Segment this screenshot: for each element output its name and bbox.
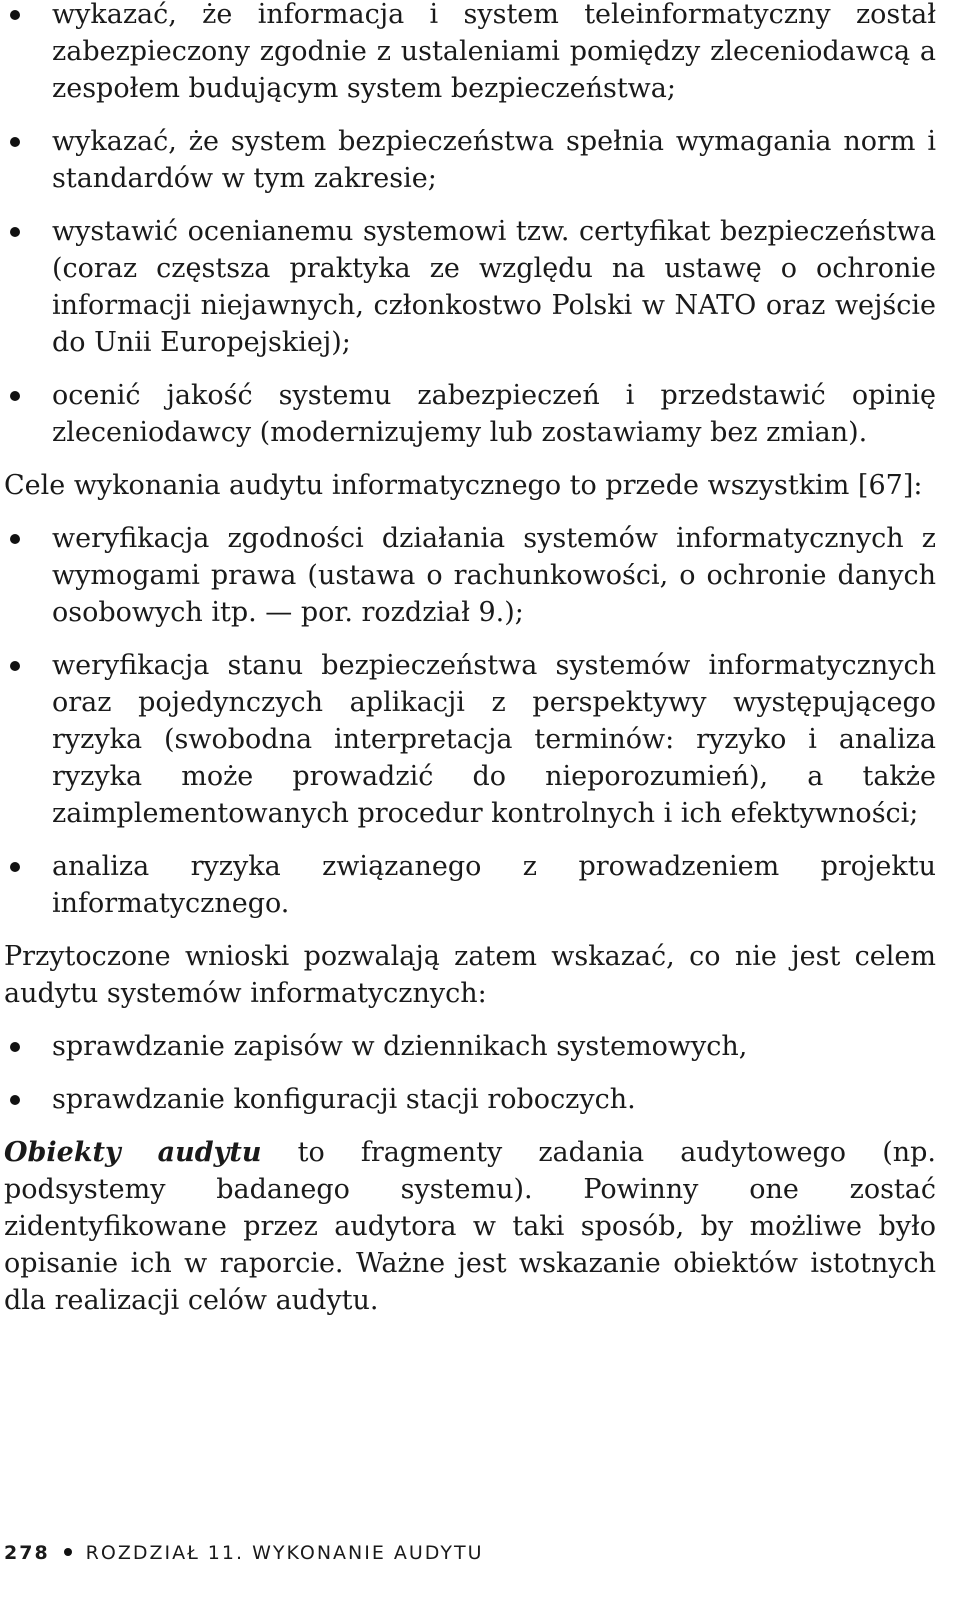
list-item-text: wykazać, że informacja i system teleinformatyczny został zabezpieczony zgodnie z ustaleniami pomiędzy zleceniodawcą a zespołem budującym system bezpieczeństwa; [52,0,936,104]
bullet-icon [10,10,20,20]
list-item-text: analiza ryzyka związanego z prowadzeniem projektu informatycznego. [52,851,936,919]
bullet-icon [10,1042,20,1052]
list-item [4,647,936,832]
list-item-text: wystawić ocenianemu systemowi tzw. certyfikat bezpieczeństwa (coraz częstsza praktyka ze względu na ustawę o ochronie informacji niejawnych, członkostwo Polski w NATO oraz wejście do Unii Europejskiej); [52,216,936,358]
list-item-text: sprawdzanie konfiguracji stacji roboczych. [52,1084,636,1115]
defined-term: Obiekty audytu [4,1137,262,1168]
list-item [4,377,936,451]
bullet-list-non-goals [4,1028,936,1118]
paragraph-text: to fragmenty zadania audytowego (np. podsystemy badanego systemu). Powinny one zostać zidentyfikowane przez audytora w taki sposób, by możliwe było opisanie ich w raporcie. Ważne jest wskazanie obiektów istotnych dla realizacji celów audytu. [4,1137,936,1316]
list-item-text: ocenić jakość systemu zabezpieczeń i przedstawić opinię zleceniodawcy (modernizujemy lub zostawiamy bez zmian). [52,380,936,448]
list-item-text: weryfikacja zgodności działania systemów informatycznych z wymogami prawa (ustawa o rachunkowości, o ochronie danych osobowych itp. — por. rozdział 9.); [52,523,936,628]
list-item [4,520,936,631]
list-item [4,848,936,922]
list-item-text: weryfikacja stanu bezpieczeństwa systemów informatycznych oraz pojedynczych aplikacji z perspektywy występującego ryzyka (swobodna interpretacja terminów: ryzyko i analiza ryzyka może prowadzić do nieporozumień), a także zaimplementowanych procedur kontrolnych i ich efektywności; [52,650,936,829]
bullet-icon [10,862,20,872]
bullet-icon [10,227,20,237]
separator-dot-icon [64,1548,72,1556]
paragraph-audit-objects [4,1134,936,1319]
bullet-list-audit-objectives [4,520,936,922]
bullet-icon [10,1095,20,1105]
page-footer [4,1542,484,1564]
page-number: 278 [4,1542,50,1564]
bullet-icon [10,534,20,544]
list-item [4,1028,936,1065]
list-item-text: sprawdzanie zapisów w dziennikach systemowych, [52,1031,748,1062]
list-item [4,123,936,197]
bullet-icon [10,137,20,147]
paragraph-audit-objectives: Cele wykonania audytu informatycznego to przede wszystkim [67]: [4,470,923,501]
list-item [4,1081,936,1118]
list-item [4,213,936,361]
page-content [4,0,936,1319]
chapter-title: ROZDZIAŁ 11. WYKONANIE AUDYTU [85,1542,484,1564]
bullet-list-audit-goals [4,0,936,451]
paragraph-conclusions: Przytoczone wnioski pozwalają zatem wskazać, co nie jest celem audytu systemów informatycznych: [4,941,936,1009]
bullet-icon [10,391,20,401]
list-item-text: wykazać, że system bezpieczeństwa spełnia wymagania norm i standardów w tym zakresie; [52,126,936,194]
list-item [4,0,936,107]
bullet-icon [10,661,20,671]
